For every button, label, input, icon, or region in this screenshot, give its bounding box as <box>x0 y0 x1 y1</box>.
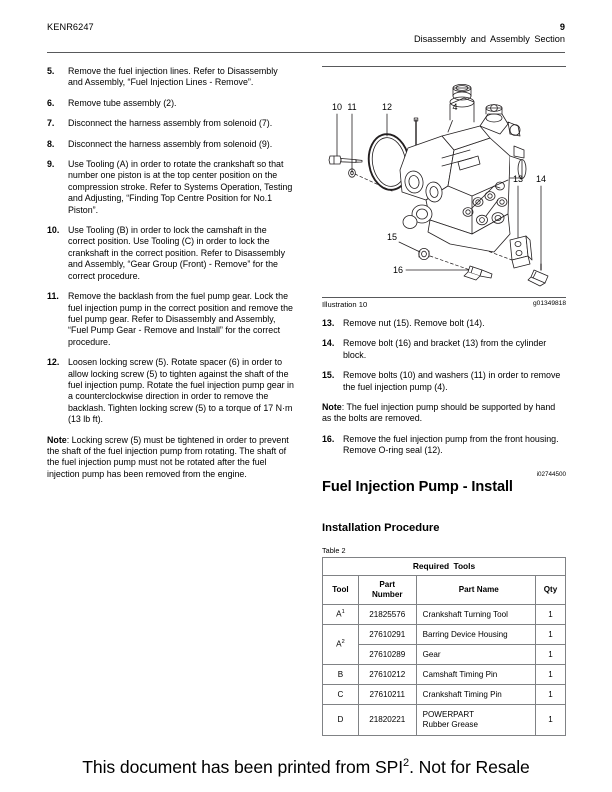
cell-part-number: 21825576 <box>358 604 416 624</box>
table-label: Table 2 <box>322 545 346 555</box>
cell-tool: B <box>323 664 359 684</box>
tool-letter: A <box>336 610 342 619</box>
step-16-number: 16. <box>322 433 335 444</box>
callout-13: 13 <box>512 174 524 184</box>
callout-14: 14 <box>535 174 547 184</box>
cell-qty: 1 <box>535 604 565 624</box>
tool-superscript: 1 <box>341 609 345 616</box>
step-6 <box>47 98 294 109</box>
step-6-text: Remove tube assembly (2). <box>68 97 177 108</box>
callout-11: 11 <box>347 102 357 112</box>
table-row <box>323 624 566 644</box>
step-15 <box>322 370 566 393</box>
tool-superscript: 2 <box>341 639 345 646</box>
section-title: Disassembly and Assembly Section <box>413 34 565 44</box>
figure-bottom-rule <box>322 297 566 298</box>
subsection-title: Installation Procedure <box>322 521 440 534</box>
step-13 <box>322 318 566 329</box>
section-reference-id: i02744500 <box>536 470 566 478</box>
cell-tool <box>323 604 359 624</box>
figure-caption <box>322 300 566 309</box>
column-header-part-number: Part Number <box>358 575 416 604</box>
note-right-label: Note <box>322 402 342 413</box>
required-tools-table <box>322 557 566 736</box>
cell-part-number: 27610291 <box>358 624 416 644</box>
step-9-number: 9. <box>47 159 55 170</box>
step-10 <box>47 225 294 282</box>
document-id: KENR6247 <box>47 22 94 32</box>
cell-qty: 1 <box>535 684 565 704</box>
footer-text-before: This document has been printed from SPI <box>82 757 404 777</box>
table-title: Required Tools <box>323 557 566 575</box>
callout-12: 12 <box>381 102 393 112</box>
cell-qty: 1 <box>535 624 565 644</box>
callout-15: 15 <box>386 232 398 242</box>
cell-part-name: Camshaft Timing Pin <box>416 664 535 684</box>
column-header-qty: Qty <box>535 575 565 604</box>
cell-part-number: 27610212 <box>358 664 416 684</box>
note-right <box>322 402 566 425</box>
figure-caption-label: Illustration 10 <box>322 300 368 309</box>
page-number: 9 <box>559 22 565 32</box>
cell-part-name: Barring Device Housing <box>416 624 535 644</box>
part-name-line-1: POWERPART <box>422 709 475 719</box>
table-title-row <box>323 557 566 575</box>
step-12-number: 12. <box>47 357 60 368</box>
cell-qty: 1 <box>535 704 565 735</box>
note-left-text: : Locking screw (5) must be tightened in order to prevent the shaft of the fuel injection pump from rotating. The shaft of the fuel injection pump must not be rotated after the fuel injection pump has been removed from the engine. <box>47 434 289 479</box>
fuel-injection-pump-illustration <box>322 74 566 304</box>
step-7-text: Disconnect the harness assembly from solenoid (7). <box>68 118 273 129</box>
cell-qty: 1 <box>535 664 565 684</box>
cell-part-number: 27610289 <box>358 644 416 664</box>
callout-10: 10 <box>331 102 343 112</box>
step-14 <box>322 338 566 361</box>
step-15-text: Remove bolts (10) and washers (11) in order to remove the fuel injection pump (4). <box>343 370 561 392</box>
note-right-text: : The fuel injection pump should be supported by hand as the bolts are removed. <box>322 402 556 424</box>
step-8-text: Disconnect the harness assembly from solenoid (9). <box>68 138 273 149</box>
cell-part-name: Crankshaft Turning Tool <box>416 604 535 624</box>
cell-tool: D <box>323 704 359 735</box>
step-11 <box>47 291 294 348</box>
cell-tool <box>323 624 359 664</box>
right-column-body <box>322 318 566 736</box>
step-10-number: 10. <box>47 225 60 236</box>
note-left <box>47 435 294 481</box>
step-5-text: Remove the fuel injection lines. Refer to Disassembly and Assembly, “Fuel Injection Lines - Remove”. <box>68 66 278 88</box>
step-7-number: 7. <box>47 118 55 129</box>
step-13-text: Remove nut (15). Remove bolt (14). <box>343 318 485 328</box>
cell-part-name: Gear <box>416 644 535 664</box>
figure-graphic-id: g01349818 <box>532 300 566 307</box>
illustration-top-rule <box>322 66 566 67</box>
step-9-text: Use Tooling (A) in order to rotate the crankshaft so that number one piston is at the top center position on the compression stroke. Refer to Systems Operation, Testing and Adjusting, “Finding Top Centre Position for No.1 Piston”. <box>68 159 293 215</box>
page-header <box>47 22 565 56</box>
cell-part-name: Crankshaft Timing Pin <box>416 684 535 704</box>
cell-part-number: 21820221 <box>358 704 416 735</box>
callout-16: 16 <box>392 265 404 275</box>
step-9 <box>47 159 294 216</box>
footer-superscript: 2 <box>403 757 410 770</box>
page-title: Fuel Injection Pump - Install <box>322 478 513 495</box>
table-header-row <box>323 575 566 604</box>
step-13-number: 13. <box>322 318 335 328</box>
cell-qty: 1 <box>535 644 565 664</box>
step-5-number: 5. <box>47 66 55 76</box>
cell-part-name <box>416 704 535 735</box>
footer-text-after: . Not for Resale <box>409 757 530 777</box>
part-name-line-2: Rubber Grease <box>422 719 478 729</box>
left-column <box>47 66 294 489</box>
step-16-text: Remove the fuel injection pump from the front housing. Remove O-ring seal (12). <box>343 433 559 456</box>
table-row <box>323 664 566 684</box>
table-row <box>323 644 566 664</box>
cell-part-number: 27610211 <box>358 684 416 704</box>
page-footer <box>0 757 612 778</box>
step-14-text: Remove bolt (16) and bracket (13) from the cylinder block. <box>343 338 547 360</box>
step-14-number: 14. <box>322 338 335 349</box>
table-row <box>323 684 566 704</box>
step-11-number: 11. <box>47 291 59 302</box>
cell-tool: C <box>323 684 359 704</box>
table-row <box>323 704 566 735</box>
step-12 <box>47 357 294 425</box>
callout-4: 4 <box>452 102 458 112</box>
step-7 <box>47 118 294 129</box>
table-row <box>323 604 566 624</box>
step-12-text: Loosen locking screw (5). Rotate spacer (6) in order to allow locking screw (5) to tighten against the shaft of the fuel injection pump. Rotate the fuel injection pump gear in a counterclockwise direction in order to remove the backlash. Tighten locking screw (5) to a torque of 17 N·m (13 lb ft). <box>68 357 294 425</box>
step-5 <box>47 66 294 89</box>
column-header-tool: Tool <box>323 575 359 604</box>
step-15-number: 15. <box>322 370 335 381</box>
step-16 <box>322 434 566 457</box>
step-11-text: Remove the backlash from the fuel pump gear. Lock the fuel injection pump in the correct position and remove the fuel pump gear. Refer to Disassembly and Assembly, “Fuel Pump Gear - Remove and Install” for the correct procedure. <box>68 291 293 347</box>
tool-letter: A <box>336 640 342 649</box>
step-8-number: 8. <box>47 138 55 149</box>
header-rule <box>47 52 565 53</box>
step-8 <box>47 139 294 150</box>
step-6-number: 6. <box>47 97 55 108</box>
step-10-text: Use Tooling (B) in order to lock the camshaft in the correct position. Use Tooling (C) in order to lock the crankshaft in the correct position. Refer to Disassembly and Assembly, “Gear Group (Front) - Remove” for the correct procedure. <box>68 225 286 281</box>
column-header-part-name: Part Name <box>416 575 535 604</box>
note-left-label: Note <box>47 434 67 445</box>
